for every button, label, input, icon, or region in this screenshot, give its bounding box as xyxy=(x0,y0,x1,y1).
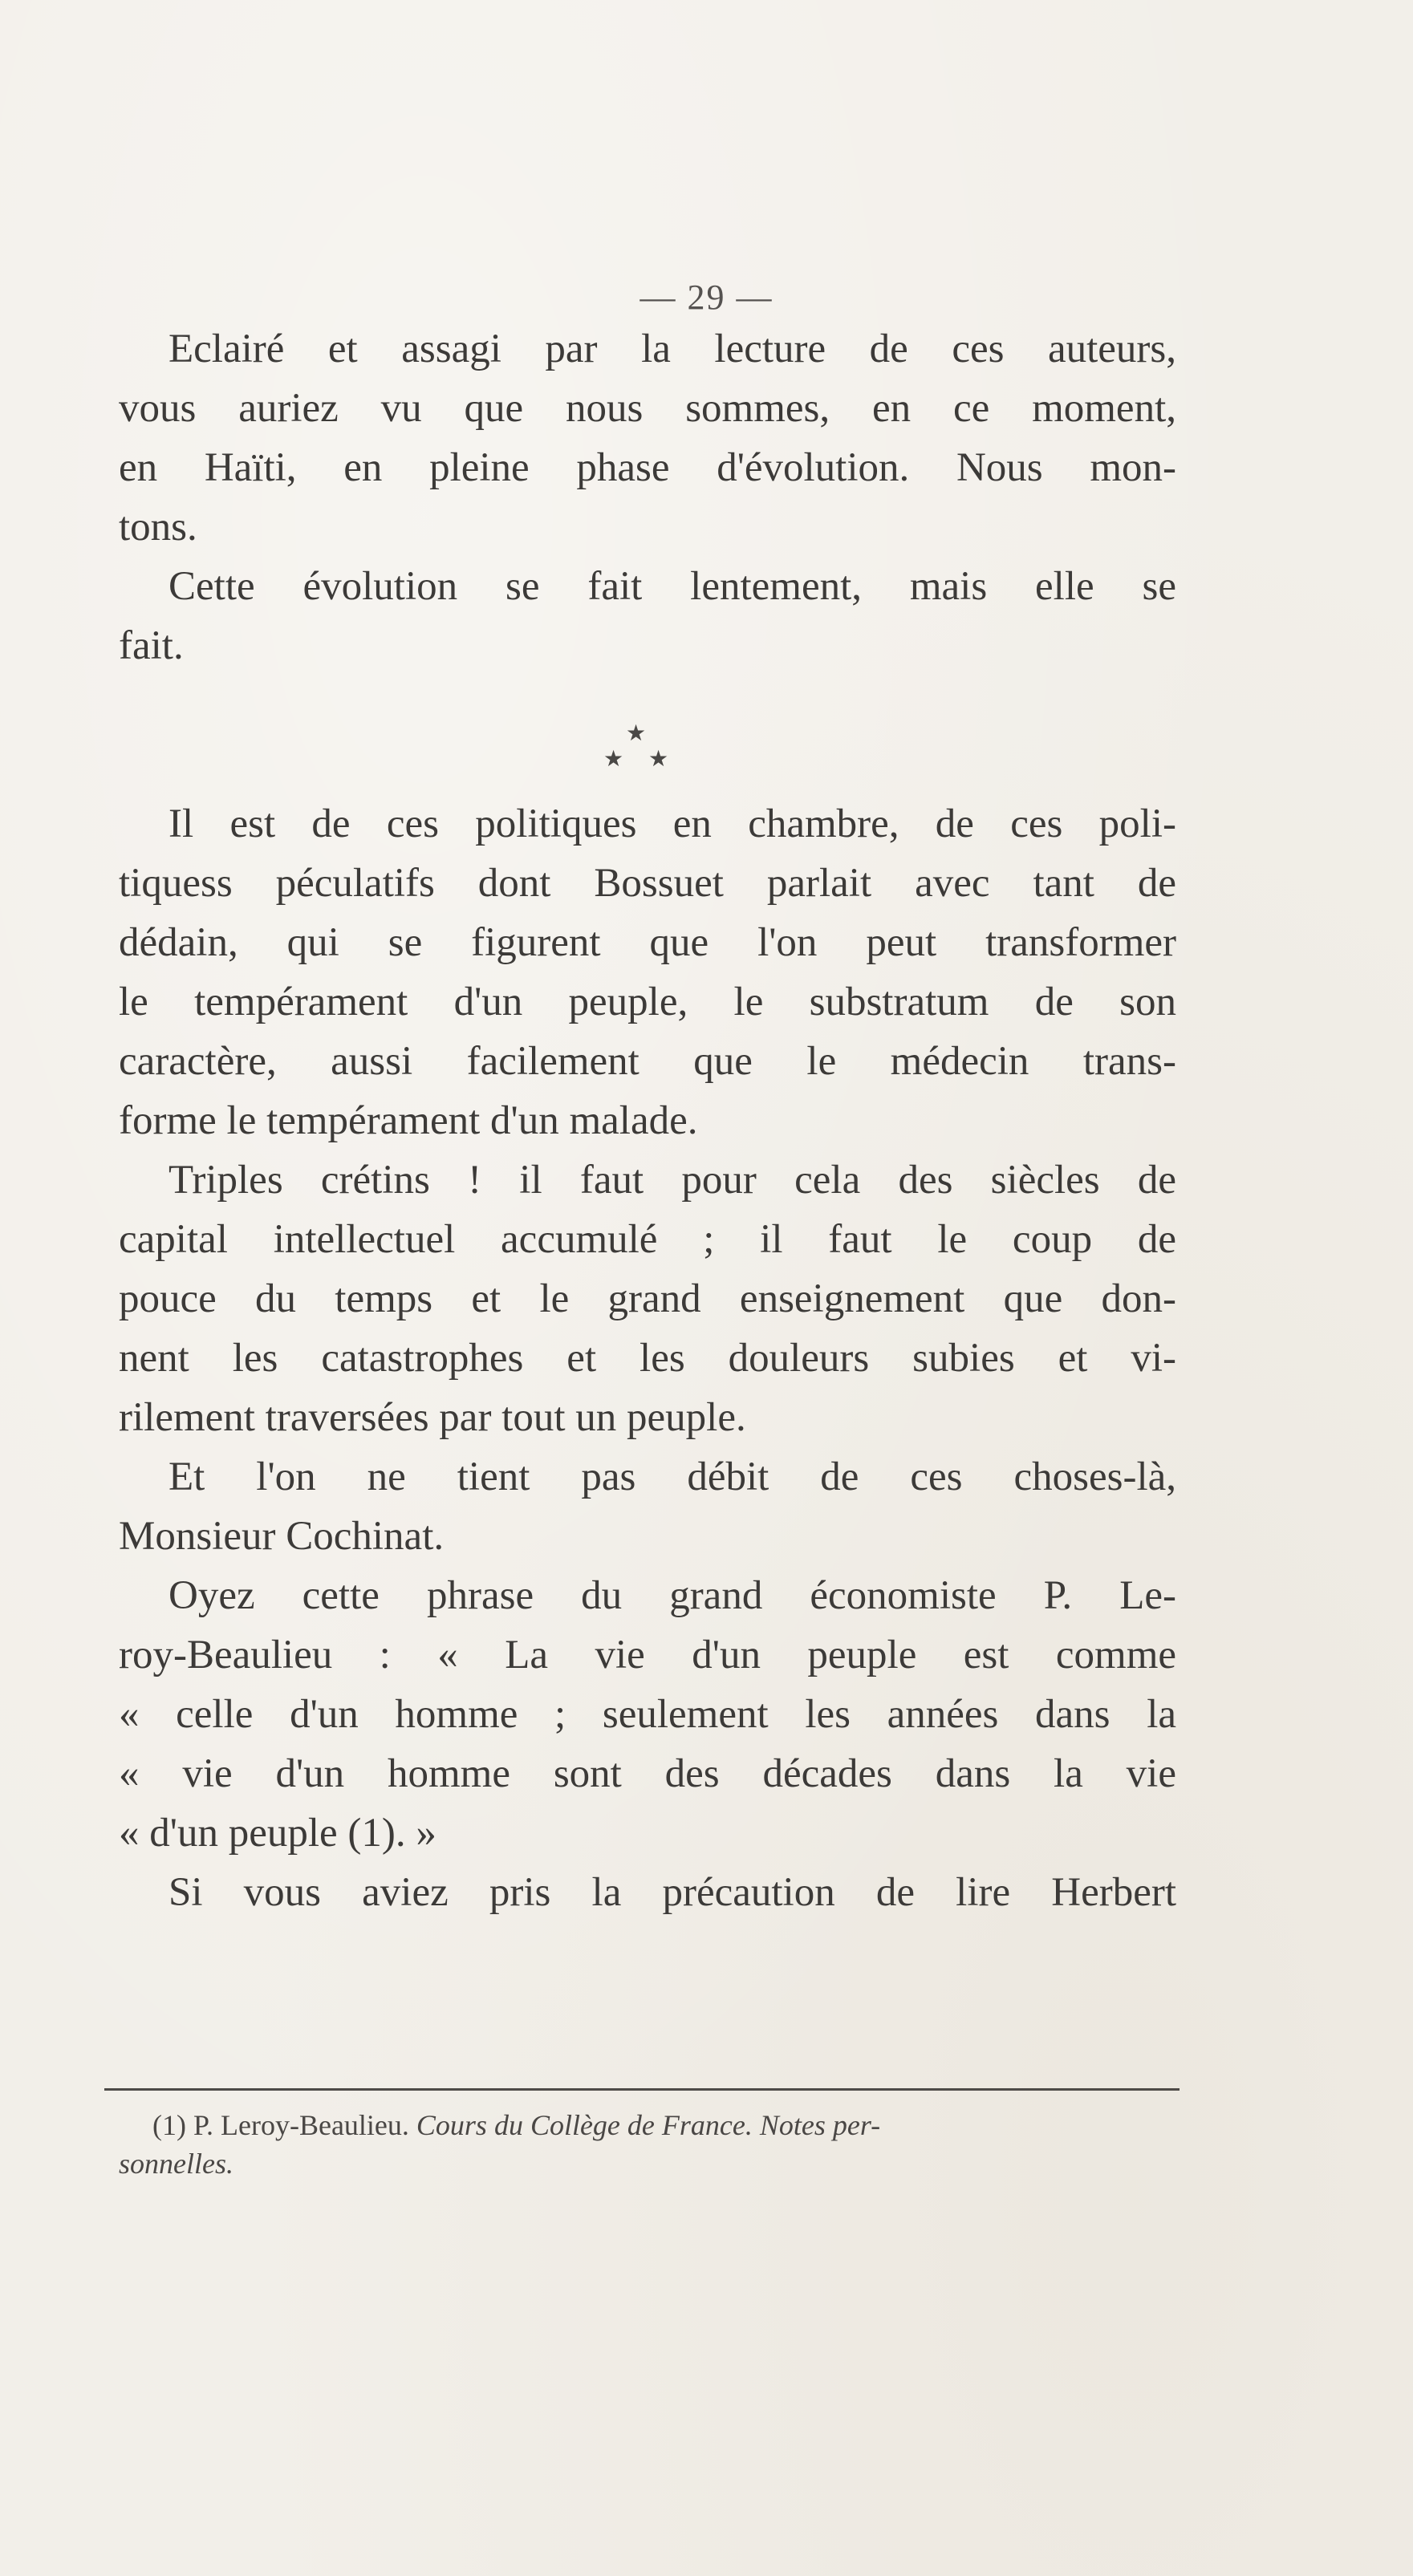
star-icon: ★ xyxy=(626,721,647,746)
page-number: — 29 — xyxy=(640,278,773,317)
footnote xyxy=(119,2106,1178,2183)
paragraph-3-line: tiquess péculatifs dont Bossuet parlait avec tant de xyxy=(119,861,1176,906)
paragraph-6-line: roy-Beaulieu : « La vie d'un peuple est comme xyxy=(119,1633,1176,1677)
paragraph-4-line: Triples crétins ! il faut pour cela des siècles de xyxy=(169,1158,1176,1203)
paragraph-1-line: vous auriez vu que nous sommes, en ce moment, xyxy=(119,386,1176,431)
paragraph-4-line: rilement traversées par tout un peuple. xyxy=(119,1395,746,1440)
paragraph-6-line: « vie d'un homme sont des décades dans la vie xyxy=(119,1751,1176,1796)
paragraph-3-line: forme le tempérament d'un malade. xyxy=(119,1098,698,1143)
paragraph-4-line: pouce du temps et le grand enseignement que don- xyxy=(119,1276,1176,1321)
paragraph-1-line: Eclairé et assagi par la lecture de ces auteurs, xyxy=(169,327,1176,371)
paragraph-1-line: en Haïti, en pleine phase d'évolution. Nous mon- xyxy=(119,445,1176,490)
paragraph-6-line: Oyez cette phrase du grand économiste P. Le- xyxy=(169,1573,1176,1618)
paragraph-6-line: « d'un peuple (1). » xyxy=(119,1811,436,1856)
star-icon: ★ xyxy=(648,747,669,772)
footnote-line-2: sonnelles. xyxy=(119,2148,233,2180)
paragraph-7-line: Si vous aviez pris la précaution de lire Herbert xyxy=(169,1870,1176,1915)
paragraph-4-line: capital intellectuel accumulé ; il faut le coup de xyxy=(119,1217,1176,1262)
paragraph-6-line: « celle d'un homme ; seulement les années dans la xyxy=(119,1692,1176,1737)
paragraph-1-line: tons. xyxy=(119,505,197,550)
paragraph-3-line: caractère, aussi facilement que le médecin trans- xyxy=(119,1039,1176,1084)
body-text xyxy=(119,319,1176,1922)
footnote-reference: (1) P. Leroy-Beaulieu. xyxy=(152,2109,416,2141)
paragraph-5-line: Monsieur Cochinat. xyxy=(119,1514,445,1559)
paragraph-3-line: dédain, qui se figurent que l'on peut transformer xyxy=(119,920,1176,965)
paragraph-3-line: Il est de ces politiques en chambre, de ces poli- xyxy=(169,801,1176,846)
paragraph-3-line: le tempérament d'un peuple, le substratum de son xyxy=(119,980,1176,1024)
paragraph-4-line: nent les catastrophes et les douleurs subies et vi- xyxy=(119,1336,1176,1381)
paragraph-2-line: Cette évolution se fait lentement, mais elle se xyxy=(169,564,1176,609)
asterism-divider xyxy=(119,675,1176,794)
footnote-rule xyxy=(104,2088,1180,2091)
paragraph-2-line: fait. xyxy=(119,623,184,668)
paragraph-5-line: Et l'on ne tient pas débit de ces choses-là, xyxy=(169,1454,1176,1499)
star-icon: ★ xyxy=(603,747,624,772)
footnote-line-1 xyxy=(119,2106,1178,2144)
footnote-source-title: Cours du Collège de France. Notes per- xyxy=(416,2109,881,2141)
